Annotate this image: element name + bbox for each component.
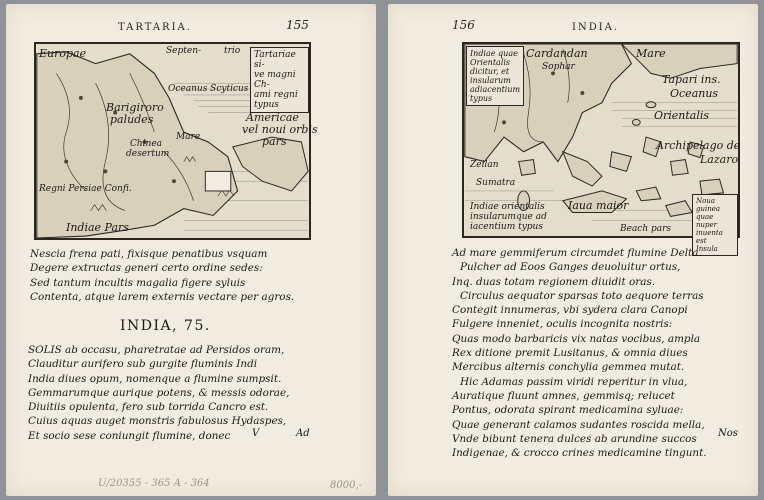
verse-line: Hic Adamas passim viridi reperitur in vlua, <box>460 375 688 388</box>
map-label-beach: Beach pars <box>620 224 672 234</box>
map-label-pars: pars <box>262 135 287 148</box>
map-label-persiae: Regni Persiae Confi. <box>39 184 132 194</box>
running-head: TARTARIA. <box>118 22 192 33</box>
map-label-noui-orbis: vel noui orbis <box>242 123 318 136</box>
verse-line: Circulus aequator sparsas toto aequore terras <box>460 289 704 302</box>
verse-line: Rex ditione premit Lusitanus, & omnia diues <box>452 347 688 360</box>
verse-line: Fulgere inneniet, oculis incognita nostris: <box>452 318 673 331</box>
map-label-sumatra: Sumatra <box>476 178 516 188</box>
map-label-indiae-orientalis: Indiae orientalis <box>470 202 545 212</box>
verse-line: Pulcher ad Eoos Ganges deuoluitur ortus, <box>460 261 681 274</box>
verse-line: Indigenae, & crocco crines medicamine tingunt. <box>452 447 707 460</box>
verse-line: Pontus, odorata spirant medicamina syluae: <box>452 404 684 417</box>
verse-line: Quae generant calamos sudantes roscida mella, <box>452 418 705 431</box>
map-label-cardandan: Cardandan <box>526 47 588 60</box>
catchword: Nos <box>718 428 738 439</box>
verse-line: Contegit innumeras, vbi sydera clara Canopi <box>452 304 688 317</box>
map-india[interactable] <box>462 42 741 253</box>
verse-line: Quas modo barbaricis vix natas vocibus, ampla <box>452 332 701 345</box>
map-cartouche-bottomright: Noua guinea quae nuper inuenta est Insula <box>692 194 738 256</box>
map-label-mare: Mare <box>176 132 201 142</box>
map-label-archipelago: Archipelago de <box>656 139 741 152</box>
verse-line: Ad mare gemmiferum circumdet flumine Delta. <box>452 247 702 259</box>
map-label-europae: Europae <box>39 47 87 60</box>
page-number: 156 <box>452 18 475 32</box>
map-label-barigiroro: Barigiroro <box>106 101 164 114</box>
map-label-lazaro: Lazaro <box>700 153 739 166</box>
map-label-desertum: desertum <box>126 149 170 159</box>
right-page <box>330 4 758 496</box>
verse <box>452 246 707 460</box>
map-cartouche: Tartariae si- ve magni Ch- ami regni typus <box>250 47 309 113</box>
running-head: INDIA. <box>572 22 620 33</box>
map-label-mare: Mare <box>636 47 666 60</box>
map-label-oceanus: Oceanus Scyticus <box>168 84 249 94</box>
verse-line: Mercibus alternis conchylia gemmea mutat. <box>452 361 685 374</box>
page-number: 155 <box>286 18 309 32</box>
map-label-sophar: Sophar <box>542 62 575 72</box>
map-tartaria[interactable] <box>34 42 318 240</box>
map-label-orientalis: Orientalis <box>654 109 710 122</box>
map-label-americae: Americae <box>246 111 299 124</box>
map-label-zeilan: Zeilan <box>470 160 499 170</box>
map-label-trio: trio <box>224 46 241 56</box>
map-label-tapari: Tapari ins. <box>662 73 721 86</box>
left-page <box>6 4 376 496</box>
verse-line: Inq. duas totam regionem diuidit oras. <box>452 275 656 288</box>
map-label-indiae-pars: Indiae Pars <box>66 221 129 234</box>
map-label-septentrio: Septen- <box>166 46 202 56</box>
map-label-paludes: paludes <box>110 113 154 126</box>
map-label-chinea: Chinea <box>130 139 163 149</box>
map-label-iaua: Iaua maior <box>568 199 629 212</box>
signature-mark: V <box>252 428 260 439</box>
section-title-india: INDIA, 75. <box>120 318 211 334</box>
map-label-insularumque: insularumque ad <box>470 212 547 222</box>
verse-line: Vnde bibunt tenera dulces ab arundine succos <box>452 432 697 445</box>
map-label-oceanus: Oceanus <box>670 87 719 100</box>
verse-bottom: SOLIS ab occasu, pharetratae ad Persidos oram, Clauditur aurifero sub gurgite fluminis Indi India diues opum, nomenque a flumine sumpsit. Gemmarumque aurique potens, & messis odorae, Diuitiis opulenta, fero sub torrida Cancro est. Cuius aquas auget monstris fabulosus Hydaspes, Et socio sese coniungit flumine, donec <box>28 344 290 442</box>
verse-top: Nescia frena pati, fixisque penatibus vsquam Degere extructas generi certo ordine sedes: Sed tantum incultis magalia figere syluis Contenta, atque larem externis vectare per agros. <box>30 248 295 303</box>
pencil-price-note: 8000,- <box>330 480 363 491</box>
map-cartouche-topleft: Indiae quae Orientalis dicitur, et insularum adiacentium typus <box>466 46 524 106</box>
pencil-inventory-note: U/20355 - 365 A - 364 <box>98 478 210 489</box>
catchword: Ad <box>296 428 310 439</box>
map-label-typus: iacentium typus <box>470 222 543 232</box>
verse-line: Auratique fluunt amnes, gemmisq; relucet <box>452 389 675 402</box>
